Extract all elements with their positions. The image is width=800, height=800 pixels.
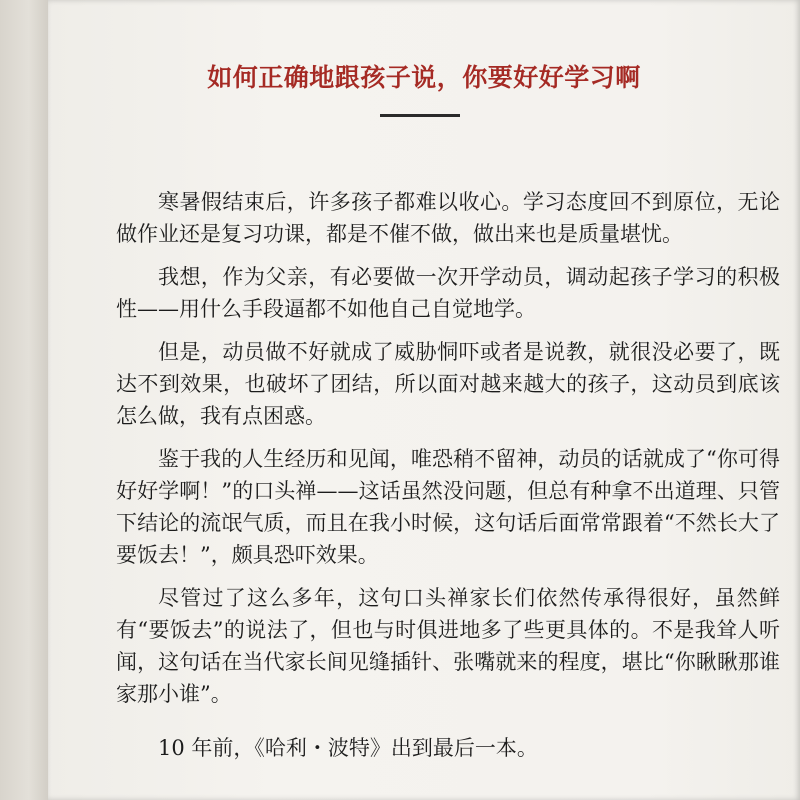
title-underline — [380, 114, 460, 117]
paragraph-5: 尽管过了这么多年，这句口头禅家长们依然传承得很好，虽然鲜有“要饭去”的说法了，但也与时俱进地多了些更具体的。不是我耸人听闻，这句话在当代家长间见缝插针、张嘴就来的程度，堪比“你瞅瞅那谁家那小谁”。 — [116, 586, 780, 706]
paragraph-3: 但是，动员做不好就成了威胁恫吓或者是说教，就很没必要了，既达不到效果，也破坏了团结，所以面对越来越大的孩子，这动员到底该怎么做，我有点困惑。 — [116, 340, 780, 428]
article-title: 如何正确地跟孩子说，你要好好学习啊 — [207, 63, 641, 92]
paragraph-2: 我想，作为父亲，有必要做一次开学动员，调动起孩子学习的积极性——用什么手段逼都不如他自己自觉地学。 — [116, 265, 780, 321]
article-body — [116, 186, 780, 775]
book-page — [48, 0, 800, 800]
paragraph-1: 寒暑假结束后，许多孩子都难以收心。学习态度回不到原位，无论做作业还是复习功课，都是不催不做，做出来也是质量堪忧。 — [116, 190, 780, 246]
book-gutter — [0, 0, 48, 800]
paragraph-4: 鉴于我的人生经历和见闻，唯恐稍不留神，动员的话就成了“你可得好好学啊！”的口头禅——这话虽然没问题，但总有种拿不出道理、只管下结论的流氓气质，而且在我小时候，这句话后面常常跟着“不然长大了要饭去！”，颇具恐吓效果。 — [116, 447, 780, 567]
paragraph-6: 10 年前，《哈利・波特》出到最后一本。 — [158, 736, 538, 760]
